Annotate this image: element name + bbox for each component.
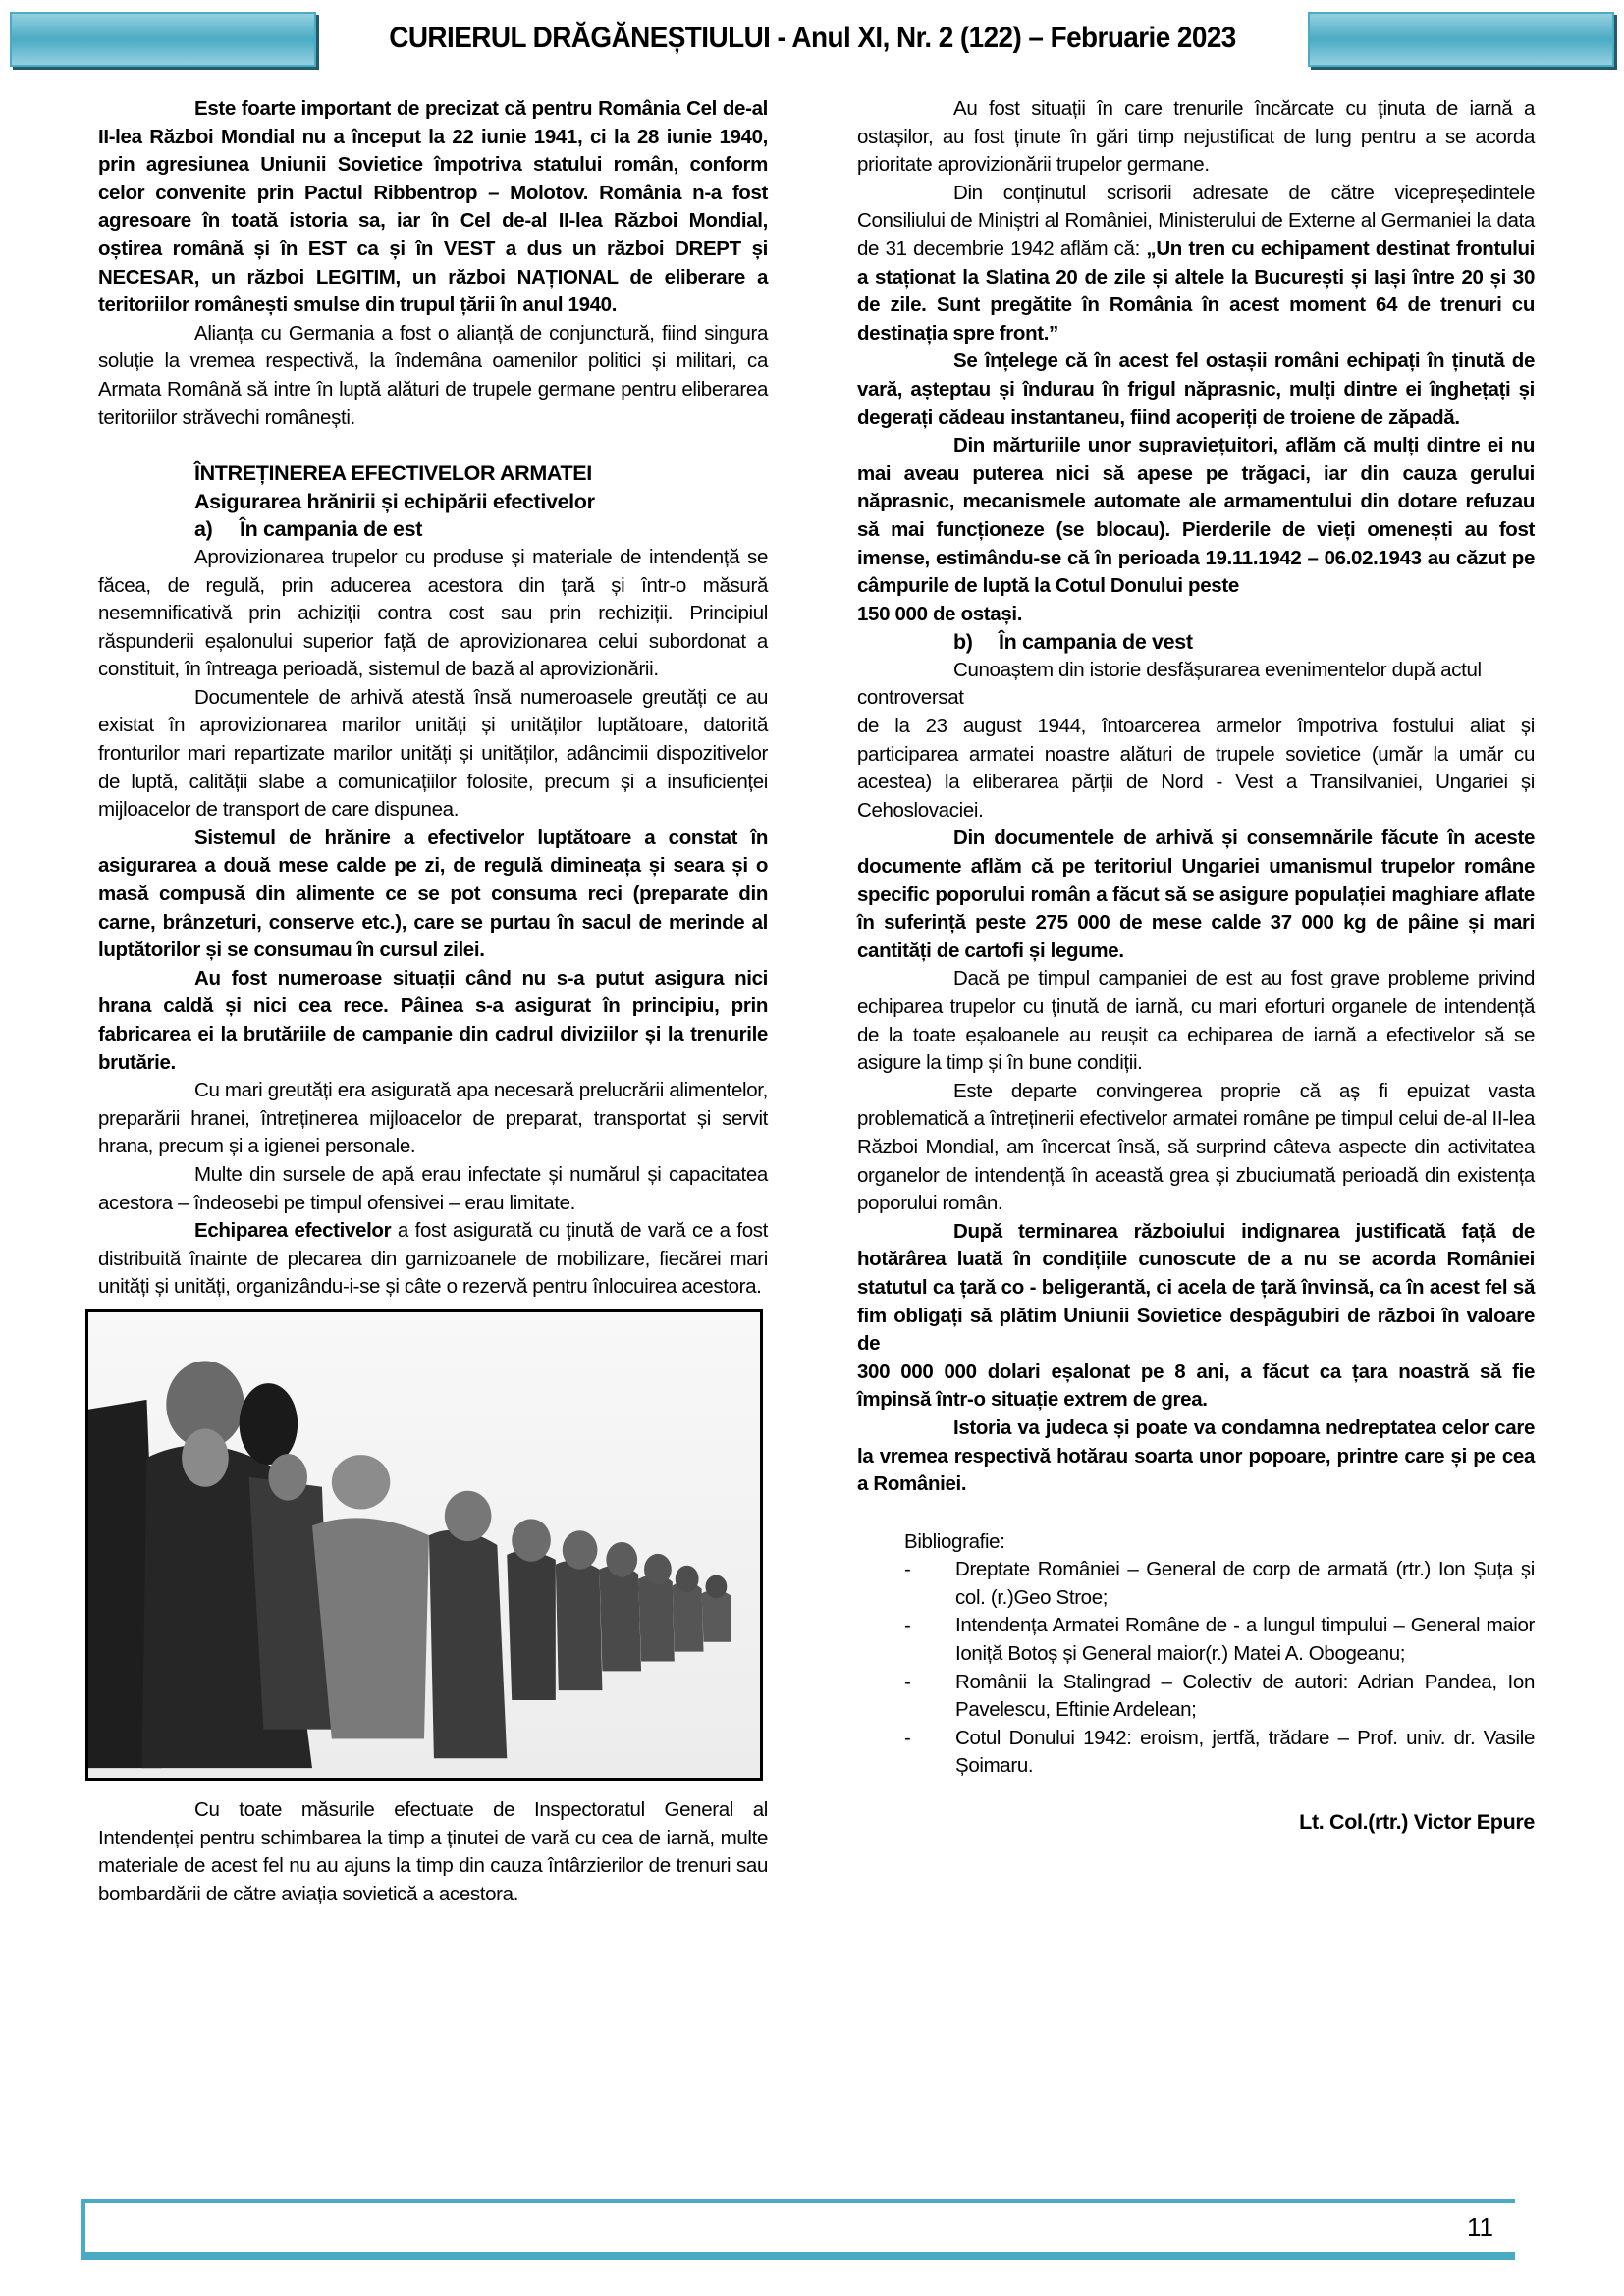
header-decor-left [10,12,316,67]
dash-bullet-icon: - [904,1726,911,1749]
paragraph-water-sources: Multe din sursele de apă erau infectate și numărul și capacitatea acestora – îndeosebi pe timpul ofensivei – erau limitate. [98,1162,768,1214]
letter-quote: „Un tren cu echipament destinat frontului a staționat la Slatina 20 de zile și altele la București și Iași între 20 și 30 de zile. Sunt pregătite în România în acest moment 64 de trenuri cu destinația spre front.” [857,237,1535,345]
right-column [857,95,1535,1837]
paragraph-supply: Aprovizionarea trupelor cu produse și materiale de intendență se făcea, de regulă, prin aducerea acestora din țară și într-o măsură nesemnificativă prin achiziții contra cost sau prin rechiziții. Principiul răspunderii eșalonului superior față de aprovizionarea celui subordonat a constituit, în întreaga perioadă, sistemul de bază al aprovizionării. [98,545,768,681]
paragraph-conclusion: Este departe convingerea proprie că aș fi epuizat vasta problematică a întreținerii efectivelor armatei române pe timpul celui de-al II-lea Război Mondial, am încercat însă, să surprind câteva aspecte din activitatea organelor de intendență în această grea și zbuciumată perioadă din existența poporului român. [857,1079,1535,1215]
author-signature: Lt. Col.(rtr.) Victor Epure [1299,1810,1535,1835]
paragraph-history-judgement: Istoria va judeca și poate va condamna nedreptatea celor care la vremea respectivă hotărau soarta unor popoare, printre care și pe cea a României. [857,1415,1535,1496]
paragraph-intro: Este foarte important de precizat că pentru România Cel de-al II-lea Război Mondial nu a început la 22 iunie 1941, ci la 28 iunie 1940, prin agresiunea Uniunii Sovietice împotriva statului român, conform celor convenite prin Pactul Ribbentrop – Molotov. România n-a fost agresoare în toată istoria sa, iar în Cel de-al II-lea Război Mondial, oștirea română și în EST ca și în VEST a dus un război DREPT și NECESAR, un război LEGITIM, un război NAȚIONAL de eliberare a teritoriilor românești smulse din trupul țării în anul 1940. [98,97,768,317]
bibliography-item-text: Cotul Donului 1942: eroism, jertfă, trădare – Prof. univ. dr. Vasile Șoimaru. [955,1726,1535,1778]
left-column [98,95,768,1908]
bibliography-item [904,1669,1535,1725]
publication-header-title: CURIERUL DRĂGĂNEȘTIULUI - Anul XI, Nr. 2 (122) – Februarie 2023 [389,22,1236,54]
equipment-text: a fost asigurată cu ținută de vară ce a fost distribuită înainte de plecarea din garnizoanele de mobilizare, fiecărei mari unități și unități, organizându-i-se și câte o rezervă pentru înlocuirea acestora. [98,1219,768,1299]
paragraph-frozen-soldiers: Se înțelege că în acest fel ostașii români echipați în ținută de vară, așteptau și îndurau în frigul năprasnic, mulți dintre ei înghețați și degerați cădeau instantaneu, fiind acoperiți de troiene de zăpadă. [857,349,1535,429]
paragraph-feeding-system: Sistemul de hrănire a efectivelor luptătoare a constat în asigurarea a două mese calde pe zi, de regulă dimineața și seara și o masă compusă din alimente ce se pot consuma reci (preparate din carne, brânzeturi, conserve etc.), care se purtau în sacul de merinde al luptătorilor și se consumau în cursul zilei. [98,826,768,962]
section-heading: ÎNTREȚINEREA EFECTIVELOR ARMATEI [194,461,592,486]
paragraph-trains: Au fost situații în care trenurile încărcate cu ținuta de iarnă a ostașilor, au fost ținute în gări timp nejustificat de lung pentru a se acorda prioritate aprovizionării trupelor germane. [857,97,1535,177]
paragraph-letter [857,180,1535,348]
bibliography-item-text: Românii la Stalingrad – Colectiv de autori: Adrian Pandea, Ion Pavelescu, Eftinie Ardelean; [955,1670,1535,1722]
paragraph-winter-equipment: Dacă pe timpul campaniei de est au fost grave probleme privind echiparea trupelor cu ținută de iarnă, cu mari eforturi organele de intendență de la toate eșaloanele au reușit ca echiparea de iarnă a efectivelor să se asigure la timp și în bune condiții. [857,967,1535,1075]
paragraph-hungary: Din documentele de arhivă și consemnările făcute în aceste documente aflăm că pe teritoriul Ungariei umanismul trupelor române specific poporului român a făcut să se asigure populației maghiare aflate în suferință peste 275 000 de mese calde 37 000 kg de pâine și mari cantități de cartofi și legume. [857,827,1535,962]
bibliography-item [904,1725,1535,1781]
subsection-title: În campania de vest [999,630,1193,655]
paragraph-west-campaign-intro: Cunoaștem din istorie desfășurarea evenimentelor după actul controversat [857,658,1482,710]
paragraph-survivors: Din mărturiile unor supraviețuitori, aflăm că mulți dintre ei nu mai aveau puterea nici să apese pe trăgaci, iar din cauza gerului năprasnic, mecanismele automate ale armamentului din dotare refuzau să mai funcționeze (se blocau). Pierderile de vieți omenești au fost imense, estimându-se că în perioada 19.11.1942 – 06.02.1943 au căzut pe câmpurile de luptă la Cotul Donului peste [857,434,1535,598]
page-number: 11 [1467,2213,1493,2242]
paragraph-alliance: Alianța cu Germania a fost o alianță de conjunctură, fiind singura soluție la vremea respectivă, la îndemâna oamenilor politici și militari, ca Armata Română să intre în luptă alături de trupele germane pentru eliberarea teritoriilor străvechi românești. [98,321,768,429]
bibliography-item [904,1556,1535,1612]
subsection-b-heading [857,628,1535,657]
paragraph-equipment [98,1217,768,1302]
bibliography-title: Bibliografie: [904,1529,1005,1553]
paragraph-water: Cu mari greutăți era asigurată apa necesară prelucrării alimentelor, preparării hranei, întreținerea mijloacelor de preparat, transportat și servit hrana, precum și a igienei personale. [98,1079,768,1158]
subsection-label: a) [194,517,213,542]
paragraph-food-shortage: Au fost numeroase situații când nu s-a putut asigura nici hrana caldă și nici cea rece. Pâinea s-a asigurat în principiu, prin fabricarea ei la brutăriile de campanie din cadrul diviziilor și la trenurile brutărie. [98,966,768,1074]
header-decor-right [1308,12,1614,67]
subsection-a-heading [98,515,768,544]
letter-intro: Din conținutul scrisorii adresate de către vicepreședintele Consiliului de Miniștri al României, Ministerului de Externe al Germaniei la data de 31 decembrie 1942 aflăm că: [857,181,1535,260]
dash-bullet-icon: - [904,1614,911,1637]
page-footer [81,2199,1515,2260]
subsection-label: b) [953,630,973,655]
bibliography [857,1528,1535,1781]
historical-photo-soldiers [85,1309,763,1781]
bibliography-list [904,1556,1535,1781]
bibliography-item-text: Dreptate României – General de corp de armată (rtr.) Ion Șuța și col. (r.)Geo Stroe; [955,1558,1535,1609]
photo-image [88,1312,760,1778]
paragraph-post-war: După terminarea războiului indignarea justificată față de hotărârea luată în condițiile cunoscute de a nu se acorda României statutul ca țară co - beligerantă, ci acela de țară învinsă, ca în acest fel să fim obligați să plătim Uniunii Sovietice despăgubiri de război în valoare de [857,1219,1535,1356]
section-subheading: Asigurarea hrănirii și echipării efectivelor [194,489,595,513]
equipment-bold-lead: Echiparea efectivelor [194,1219,392,1243]
paragraph-reparations: 300 000 000 dolari eșalonat pe 8 ani, a făcut ca țara noastră să fie împinsă într-o situație extrem de grea. [857,1360,1535,1412]
paragraph-casualties: 150 000 de ostași. [857,602,1023,625]
paragraph-west-campaign: de la 23 august 1944, întoarcerea armelor împotriva fostului aliat și participarea armatei noastre alături de trupele sovietice (umăr la umăr cu acestea) la eliberarea părții de Nord - Vest a Transilvaniei, Ungariei și Cehoslovaciei. [857,715,1535,822]
bibliography-item-text: Intendența Armatei Române de - a lungul timpului – General maior Ioniță Botoș și General maior(r.) Matei A. Obogeanu; [955,1614,1535,1666]
dash-bullet-icon: - [904,1558,911,1581]
paragraph-archives: Documentele de arhivă atestă însă numeroasele greutăți ce au existat în aprovizionarea marilor unități și unităților luptătoare, datorită fronturilor mari repartizate marilor unități și unităților, adâncimii dispozitivelor de luptă, calității slabe a comunicațiilor folosite, precum și a insuficienței mijloacelor de transport de care dispunea. [98,685,768,822]
bibliography-item [904,1612,1535,1668]
subsection-title: În campania de est [240,517,423,542]
paragraph-uniform-change: Cu toate măsurile efectuate de Inspectoratul General al Intendenței pentru schimbarea la timp a ținutei de vară cu cea de iarnă, multe materiale de acest fel nu au ajuns la timp din cauza întârzierilor de trenuri sau bombardării de către aviația sovietică a acestora. [98,1797,768,1905]
dash-bullet-icon: - [904,1670,911,1693]
